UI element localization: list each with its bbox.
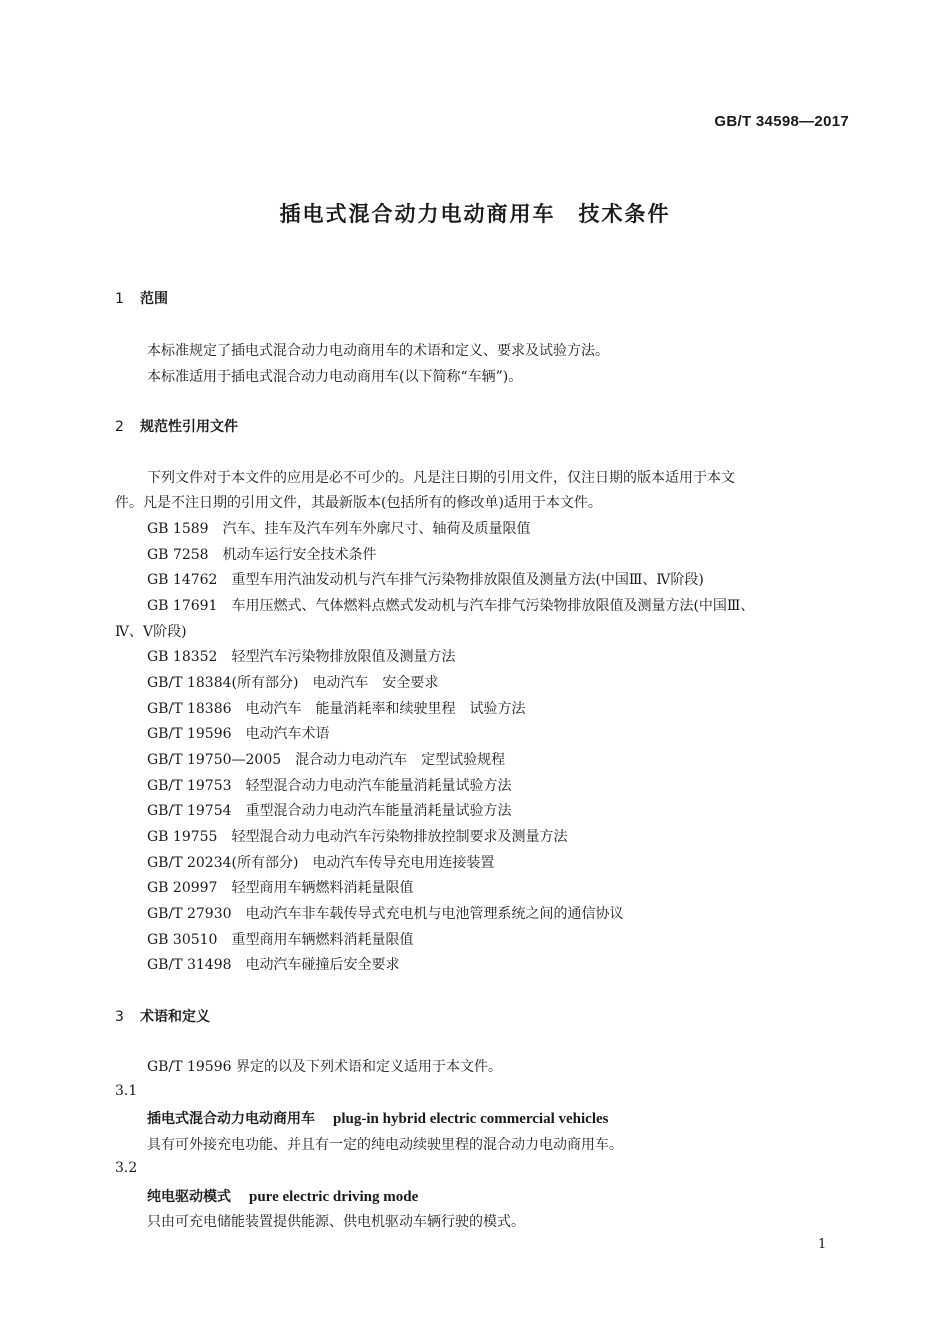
term-english: pure electric driving mode: [249, 1189, 419, 1205]
reference-item: [147, 877, 413, 897]
reference-title: 轻型汽车污染物排放限值及测量方法: [231, 649, 456, 665]
reference-title: 重型混合动力电动汽车能量消耗量试验方法: [245, 803, 512, 819]
reference-item: [147, 903, 624, 923]
reference-item: [147, 595, 754, 615]
reference-title: 机动车运行安全技术条件: [222, 547, 377, 563]
term-chinese: 插电式混合动力电动商用车: [147, 1111, 315, 1127]
paragraph: 本标准适用于插电式混合动力电动商用车(以下简称“车辆”)。: [147, 369, 523, 385]
reference-code: GB/T 19750—2005: [147, 752, 282, 768]
term-heading: [147, 1108, 609, 1128]
paragraph: 件。凡是不注日期的引用文件，其最新版本(包括所有的修改单)适用于本文件。: [115, 495, 602, 511]
reference-code: GB 30510: [147, 932, 218, 948]
reference-code: GB/T 27930: [147, 906, 232, 922]
section-number: 2: [115, 419, 124, 435]
standard-number: GB/T 34598—2017: [714, 113, 849, 130]
section-number: 3: [115, 1009, 124, 1025]
reference-code: GB/T 18384(所有部分): [147, 675, 299, 691]
reference-item: [147, 646, 455, 666]
section-title: 规范性引用文件: [140, 419, 238, 435]
term-number: 3.1: [115, 1083, 138, 1099]
reference-title: 电动汽车术语: [245, 726, 330, 742]
reference-code: GB/T 19754: [147, 803, 232, 819]
reference-item: [147, 826, 567, 846]
term-number: 3.2: [115, 1160, 138, 1176]
reference-code: GB 20997: [147, 880, 218, 896]
term-chinese: 纯电驱动模式: [147, 1189, 231, 1205]
term-definition: 具有可外接充电功能、并且有一定的纯电动续驶里程的混合动力电动商用车。: [147, 1137, 623, 1153]
term-definition: 只由可充电储能装置提供能源、供电机驱动车辆行驶的模式。: [147, 1214, 525, 1230]
document-title: 插电式混合动力电动商用车 技术条件: [279, 202, 671, 226]
section-number: 1: [115, 291, 124, 307]
reference-item: [147, 544, 377, 564]
reference-code: GB 1589: [147, 521, 209, 537]
reference-item: [147, 672, 438, 692]
reference-title: 车用压燃式、气体燃料点燃式发动机与汽车排气污染物排放限值及测量方法(中国Ⅲ、: [231, 598, 755, 614]
paragraph: GB/T 19596 界定的以及下列术语和定义适用于本文件。: [147, 1059, 502, 1075]
reference-code: GB 17691: [147, 598, 218, 614]
section-heading-scope: [115, 288, 168, 308]
reference-item: [147, 749, 505, 769]
reference-item: [147, 518, 531, 538]
reference-item: [147, 698, 526, 718]
section-heading-normative-references: [115, 416, 238, 436]
reference-title: 轻型商用车辆燃料消耗量限值: [231, 880, 414, 896]
term-heading: [147, 1186, 418, 1206]
reference-code: GB 7258: [147, 547, 209, 563]
reference-title: 电动汽车 安全要求: [312, 675, 439, 691]
reference-code: GB/T 19596: [147, 726, 232, 742]
reference-item: [147, 852, 494, 872]
reference-item: [147, 723, 330, 743]
reference-title: 轻型混合动力电动汽车污染物排放控制要求及测量方法: [231, 829, 568, 845]
reference-title: 电动汽车传导充电用连接装置: [312, 855, 495, 871]
reference-title: 重型商用车辆燃料消耗量限值: [231, 932, 414, 948]
reference-title: 轻型混合动力电动汽车能量消耗量试验方法: [245, 778, 512, 794]
reference-code: GB/T 31498: [147, 957, 232, 973]
reference-item-continuation: Ⅳ、Ⅴ阶段): [115, 624, 187, 640]
reference-code: GB 14762: [147, 572, 218, 588]
reference-title: 重型车用汽油发动机与汽车排气污染物排放限值及测量方法(中国Ⅲ、Ⅳ阶段): [231, 572, 704, 588]
section-heading-terms: [115, 1006, 210, 1026]
reference-code: GB/T 20234(所有部分): [147, 855, 299, 871]
reference-item: [147, 954, 400, 974]
reference-title: 电动汽车 能量消耗率和续驶里程 试验方法: [245, 701, 526, 717]
reference-title: 电动汽车碰撞后安全要求: [245, 957, 400, 973]
reference-item: [147, 775, 512, 795]
reference-code: GB/T 19753: [147, 778, 232, 794]
term-english: plug-in hybrid electric commercial vehicles: [333, 1111, 609, 1127]
paragraph: 下列文件对于本文件的应用是必不可少的。凡是注日期的引用文件，仅注日期的版本适用于本文: [147, 470, 735, 486]
reference-item: [147, 569, 704, 589]
paragraph: 本标准规定了插电式混合动力电动商用车的术语和定义、要求及试验方法。: [147, 343, 609, 359]
reference-title: 电动汽车非车载传导式充电机与电池管理系统之间的通信协议: [245, 906, 624, 922]
reference-code: GB/T 18386: [147, 701, 232, 717]
section-title: 范围: [140, 291, 168, 307]
reference-code: GB 19755: [147, 829, 218, 845]
reference-item: [147, 800, 512, 820]
section-title: 术语和定义: [140, 1009, 210, 1025]
reference-title: 汽车、挂车及汽车列车外廓尺寸、轴荷及质量限值: [222, 521, 531, 537]
reference-title: 混合动力电动汽车 定型试验规程: [295, 752, 506, 768]
reference-item: [147, 929, 413, 949]
page-number: 1: [818, 1237, 827, 1252]
reference-code: GB 18352: [147, 649, 218, 665]
